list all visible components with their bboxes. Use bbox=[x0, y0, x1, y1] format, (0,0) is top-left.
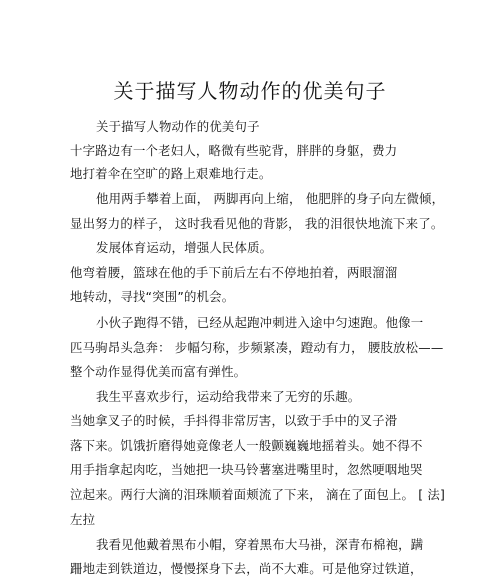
paragraph-line: 落下来。饥饿折磨得她竟像老人一般颤巍巍地摇着头。她不得不 bbox=[70, 438, 423, 453]
paragraph-line: 地转动，寻找“突围”的机会。 bbox=[70, 289, 235, 304]
paragraph-line: 我生平喜欢步行，运动给我带来了无穷的乐趣。 bbox=[96, 389, 361, 404]
paragraph-line: 他弯着腰，篮球在他的手下前后左右不停地拍着，两眼溜溜 bbox=[70, 265, 398, 280]
paragraph-line: 小伙子跑得不错，已经从起跑冲刺进入途中匀速跑。他像一 bbox=[96, 315, 424, 330]
paragraph-line: 用手指拿起肉吃，当她把一块马铃薯塞进嘴里时，忽然哽咽地哭 bbox=[70, 462, 423, 477]
paragraph-line: 发展体育运动，增强人民体质。 bbox=[96, 240, 273, 255]
paragraph-line: 当她拿叉子的时候，手抖得非常厉害，以致于手中的叉子滑 bbox=[70, 413, 398, 428]
paragraph-line: 我看见他戴着黑布小帽，穿着黑布大马褂，深青布棉袍，蹒 bbox=[96, 537, 424, 552]
paragraph-line: 匹马驹昂头急奔： 步幅匀称，步频紧凑，蹬动有力， 腰肢放松—— bbox=[70, 340, 444, 355]
document-title: 关于描写人物动作的优美句子 bbox=[113, 79, 387, 103]
paragraph-line: 泣起来。两行大滴的泪珠顺着面颊流了下来， 滴在了面包上。 [ 法] bbox=[70, 487, 446, 502]
paragraph-line: 显出努力的样子， 这时我看见他的背影， 我的泪很快地流下来了。 bbox=[70, 216, 444, 231]
paragraph-line: 关于描写人物动作的优美句子 bbox=[96, 119, 260, 134]
paragraph-line: 十字路边有一个老妇人，略微有些驼背，胖胖的身躯，费力 bbox=[70, 143, 398, 158]
paragraph-line: 地打着伞在空旷的路上艰难地行走。 bbox=[70, 166, 272, 181]
paragraph-line: 整个动作显得优美而富有弹性。 bbox=[70, 364, 247, 379]
paragraph-line: 他用两手攀着上面， 两脚再向上缩， 他肥胖的身子向左微倾， bbox=[96, 191, 445, 206]
paragraph-line: 左拉 bbox=[70, 512, 96, 527]
paragraph-line: 跚地走到铁道边，慢慢探身下去，尚不大难。可是他穿过铁道， bbox=[70, 561, 423, 576]
